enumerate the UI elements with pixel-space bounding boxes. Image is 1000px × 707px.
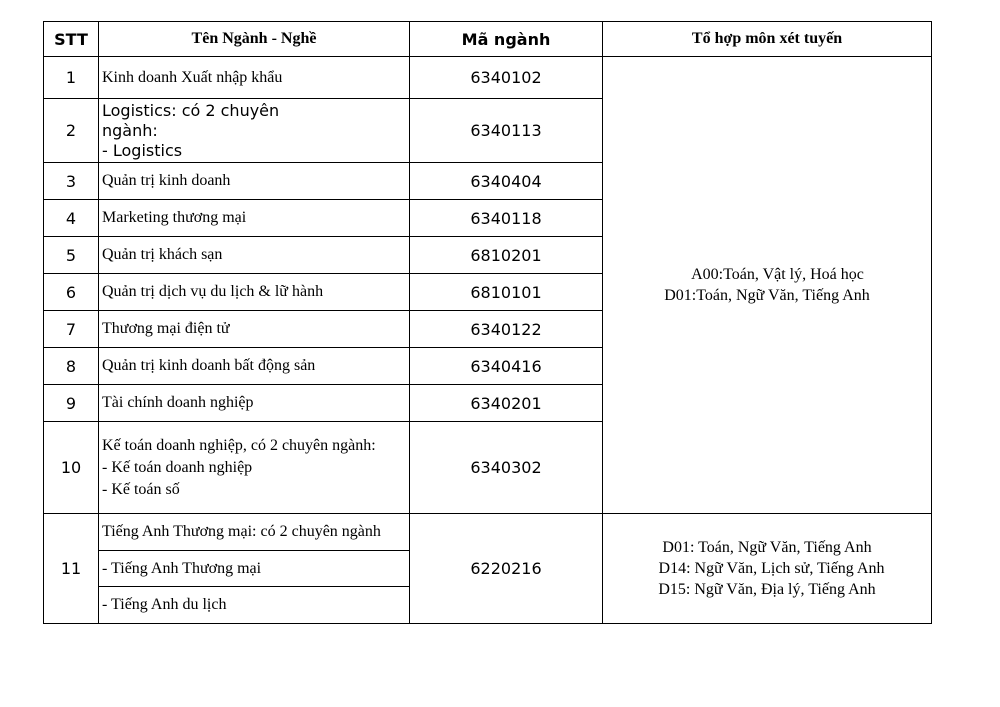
- name-line: Kế toán doanh nghiệp, có 2 chuyên ngành:: [102, 436, 376, 454]
- row-stt: 4: [44, 200, 99, 237]
- combo-line: D15: Ngữ Văn, Địa lý, Tiếng Anh: [658, 581, 876, 598]
- combo-group-2: [603, 514, 932, 624]
- row-stt: 3: [44, 163, 99, 200]
- table-row: [44, 514, 932, 551]
- row-stt: 9: [44, 385, 99, 422]
- row-stt: 2: [44, 99, 99, 163]
- row-code: 6340201: [410, 385, 603, 422]
- row-stt: 11: [44, 514, 99, 624]
- row-code: 6810101: [410, 274, 603, 311]
- row-name: - Tiếng Anh Thương mại: [99, 551, 410, 587]
- row-name: [99, 99, 410, 163]
- name-line: Logistics: có 2 chuyên: [102, 100, 280, 120]
- row-code: 6340118: [410, 200, 603, 237]
- row-code: 6810201: [410, 237, 603, 274]
- row-code: 6220216: [410, 514, 603, 624]
- combo-line: D01:Toán, Ngữ Văn, Tiếng Anh: [664, 287, 870, 304]
- header-code: Mã ngành: [410, 22, 603, 57]
- name-line: - Logistics: [102, 140, 183, 160]
- row-code: 6340113: [410, 99, 603, 163]
- header-name: Tên Ngành - Nghề: [99, 22, 410, 57]
- row-stt: 6: [44, 274, 99, 311]
- row-name: Thương mại điện tử: [99, 311, 410, 348]
- row-name: Marketing thương mại: [99, 200, 410, 237]
- row-code: 6340404: [410, 163, 603, 200]
- majors-table: [43, 21, 932, 624]
- row-code: 6340102: [410, 57, 603, 99]
- name-line: - Kế toán số: [102, 480, 180, 498]
- row-name: Quản trị kinh doanh bất động sản: [99, 348, 410, 385]
- row-code: 6340416: [410, 348, 603, 385]
- header-row: [44, 22, 932, 57]
- header-stt: STT: [44, 22, 99, 57]
- row-name: Quản trị kinh doanh: [99, 163, 410, 200]
- row-stt: 10: [44, 422, 99, 514]
- row-stt: 5: [44, 237, 99, 274]
- header-combo: Tổ hợp môn xét tuyến: [603, 22, 932, 57]
- row-name: Tài chính doanh nghiệp: [99, 385, 410, 422]
- name-line: - Kế toán doanh nghiệp: [102, 458, 253, 476]
- row-name: Quản trị khách sạn: [99, 237, 410, 274]
- row-code: 6340302: [410, 422, 603, 514]
- row-name: [99, 422, 410, 514]
- combo-line: A00:Toán, Vật lý, Hoá học: [691, 266, 864, 283]
- table-row: [44, 57, 932, 99]
- row-name: - Tiếng Anh du lịch: [99, 587, 410, 624]
- combo-line: D14: Ngữ Văn, Lịch sử, Tiếng Anh: [658, 560, 885, 577]
- row-name: Quản trị dịch vụ du lịch & lữ hành: [99, 274, 410, 311]
- combo-group-1: [603, 57, 932, 514]
- row-stt: 1: [44, 57, 99, 99]
- name-line: ngành:: [102, 120, 158, 140]
- row-stt: 8: [44, 348, 99, 385]
- row-name: Kinh doanh Xuất nhập khẩu: [99, 57, 410, 99]
- combo-line: D01: Toán, Ngữ Văn, Tiếng Anh: [662, 539, 872, 556]
- row-stt: 7: [44, 311, 99, 348]
- row-code: 6340122: [410, 311, 603, 348]
- row-name: Tiếng Anh Thương mại: có 2 chuyên ngành: [99, 514, 410, 551]
